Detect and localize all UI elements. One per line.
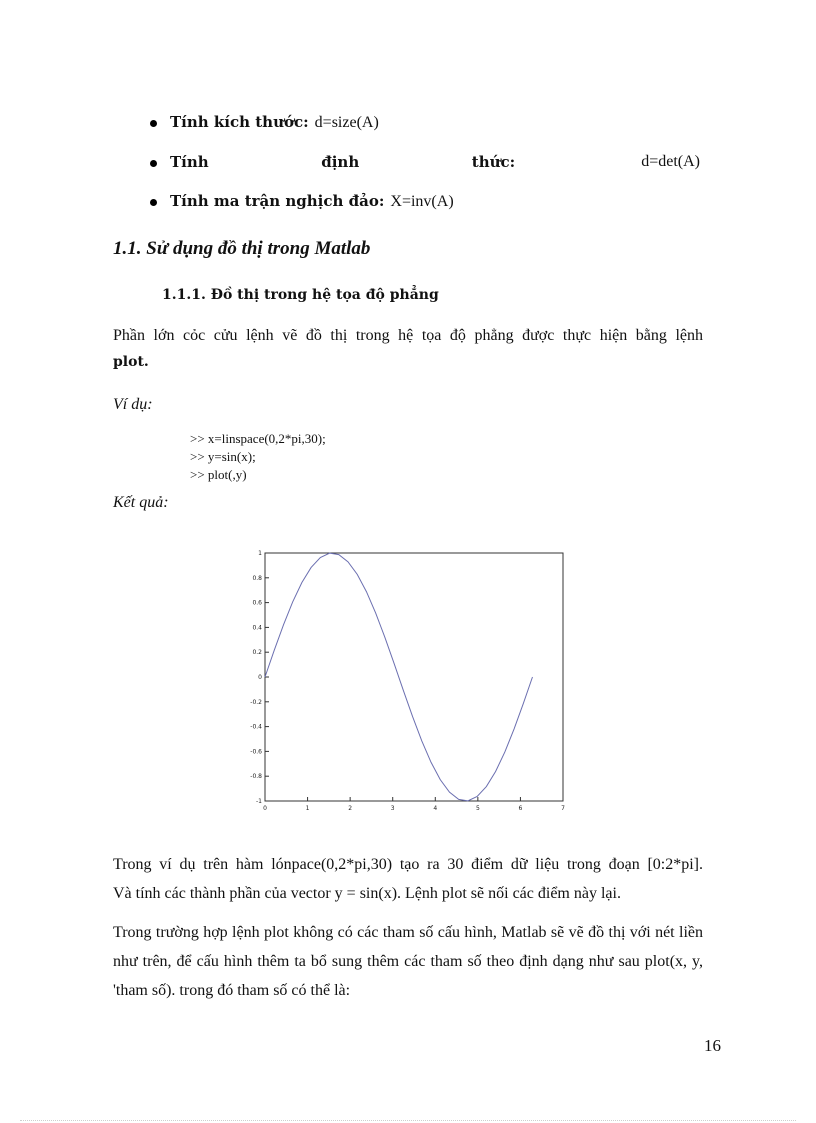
y-tick-label: -0.2 bbox=[250, 698, 262, 706]
bullet-code: d=size(A) bbox=[314, 114, 379, 131]
intro-paragraph: Phần lớn cỏc cửu lệnh vẽ đồ thị trong hệ tọa độ phẳng được thực hiện bằng lệnh bbox=[113, 327, 703, 344]
sine-plot bbox=[240, 545, 580, 815]
bullet-label-text bbox=[170, 153, 635, 171]
bullet-word: Tính bbox=[170, 153, 209, 171]
bullet-det bbox=[150, 153, 720, 175]
x-tick-label: 4 bbox=[433, 805, 438, 812]
y-tick-label: -1 bbox=[256, 798, 262, 805]
result-label: Kết quả: bbox=[113, 494, 169, 511]
intro-bold: plot. bbox=[113, 354, 149, 370]
x-tick-label: 2 bbox=[348, 805, 353, 812]
code-line: >> y=sin(x); bbox=[190, 449, 256, 464]
footer-divider bbox=[20, 1120, 796, 1122]
bullet-dot bbox=[150, 199, 157, 206]
x-tick-label: 0 bbox=[263, 805, 267, 812]
x-tick-label: 7 bbox=[561, 805, 565, 812]
y-tick-label: 0.4 bbox=[252, 624, 262, 632]
y-tick-label: -0.4 bbox=[250, 723, 262, 731]
x-tick-label: 5 bbox=[475, 805, 480, 812]
bullet-word: định bbox=[321, 153, 360, 171]
bullet-word: thức: bbox=[471, 153, 516, 171]
example-label: Ví dụ: bbox=[113, 396, 153, 413]
bullet-dot bbox=[150, 160, 157, 167]
bullet-inv bbox=[150, 192, 720, 214]
code-line: >> x=linspace(0,2*pi,30); bbox=[190, 431, 326, 446]
paragraph-2-line-1: Trong ví dụ trên hàm lónpace(0,2*pi,30) tạo ra 30 điểm dữ liệu trong đoạn [0:2*pi]. bbox=[113, 856, 703, 873]
y-tick-label: 0.6 bbox=[252, 599, 262, 607]
section-heading: 1.1. Sử dụng đồ thị trong Matlab bbox=[113, 238, 371, 259]
bullet-code: d=det(A) bbox=[641, 153, 700, 170]
paragraph-3: Trong trường hợp lệnh plot không có các tham số cấu hình, Matlab sẽ vẽ đồ thị với nét liền như trên, để cấu hình thêm ta bổ sung thêm các tham số theo định dạng như sau plot(x, y, 'tham số). trong đó tham số có thể là: bbox=[113, 924, 703, 999]
y-tick-label: 0.2 bbox=[252, 649, 262, 657]
plot-frame bbox=[265, 553, 563, 801]
bullet-label: Tính kích thước: d=size(A) bbox=[170, 113, 379, 131]
bullet-dot bbox=[150, 120, 157, 127]
page-number: 16 bbox=[704, 1036, 721, 1055]
y-tick-label: 0.8 bbox=[252, 574, 262, 582]
bullet-label: Tính ma trận nghịch đảo: X=inv(A) bbox=[170, 192, 454, 210]
y-tick-label: 1 bbox=[258, 550, 262, 557]
code-line: >> plot(,y) bbox=[190, 467, 247, 482]
paragraph-2-line-2: Và tính các thành phần của vector y = sin(x). Lệnh plot sẽ nối các điểm này lại. bbox=[113, 885, 621, 902]
y-tick-label: -0.6 bbox=[250, 748, 262, 756]
subsection-heading: 1.1.1. Đồ thị trong hệ tọa độ phẳng bbox=[162, 287, 439, 303]
x-tick-label: 1 bbox=[305, 805, 310, 812]
y-tick-label: -0.8 bbox=[250, 773, 262, 781]
y-tick-label: 0 bbox=[258, 674, 262, 681]
bullet-size bbox=[150, 113, 720, 135]
x-tick-label: 3 bbox=[390, 805, 395, 812]
bullet-code: X=inv(A) bbox=[390, 193, 454, 210]
bullet-label bbox=[170, 153, 700, 171]
x-tick-label: 6 bbox=[518, 805, 523, 812]
